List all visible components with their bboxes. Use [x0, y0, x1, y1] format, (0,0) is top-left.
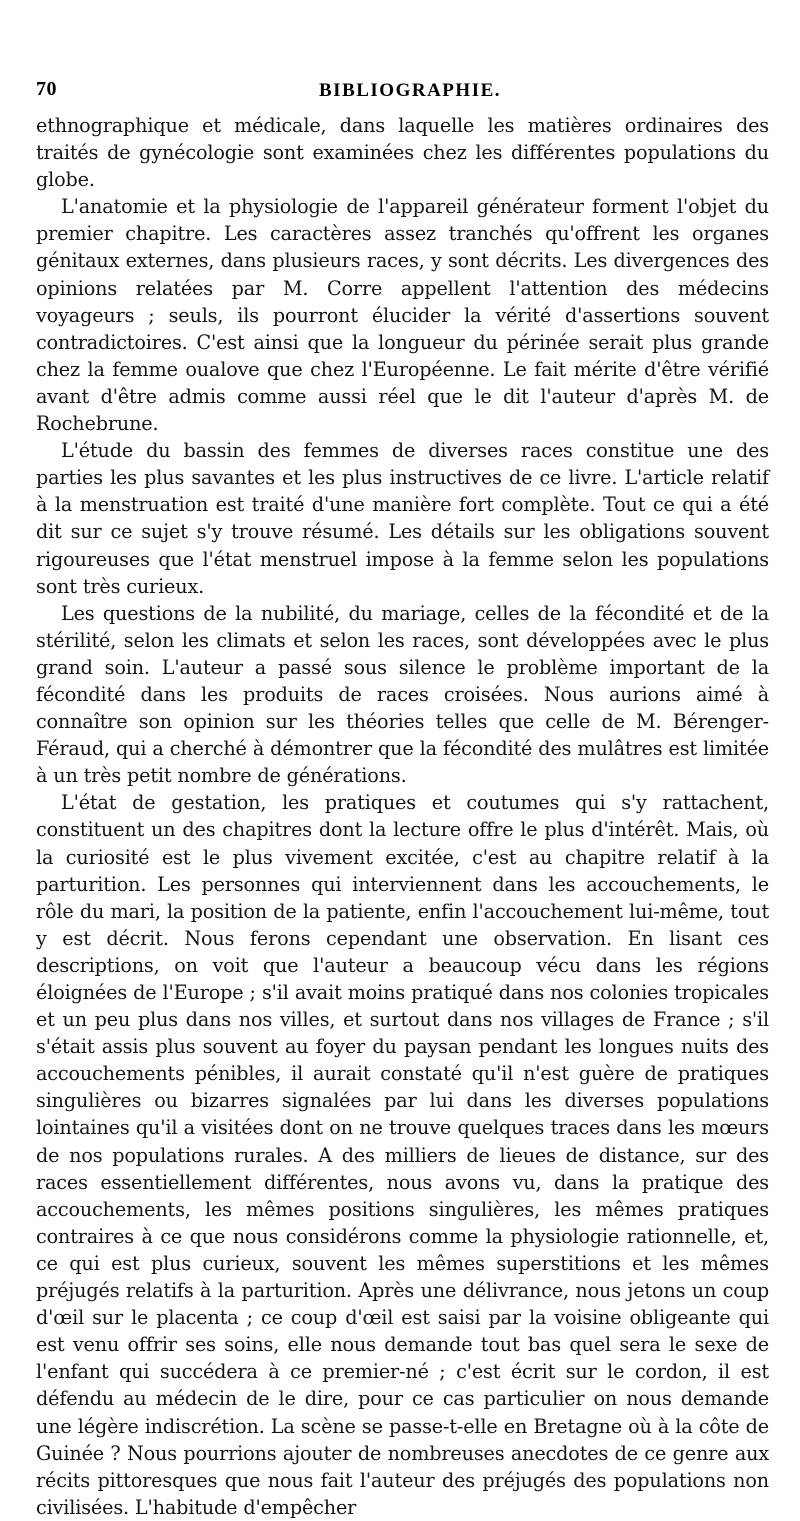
body-text [36, 112, 769, 1521]
paragraph-continuation: ethnographique et médicale, dans laquelle les matières ordinaires des traités de gynécologie sont examinées chez les différentes populations du globe. [36, 114, 769, 192]
paragraph-fertility: Les questions de la nubilité, du mariage, celles de la fécondité et de la stérilité, selon les climats et selon les races, sont développées avec le plus grand soin. L'auteur a passé sous silence le problème important de la fécondité dans les produits de races croisées. Nous aurions aimé à connaître son opinion sur les théories telles que celle de M. Bérenger-Féraud, qui a cherché à démontrer que la fécondité des mulâtres est limitée à un très petit nombre de générations. [36, 601, 769, 788]
paragraph-pelvis-menstruation: L'étude du bassin des femmes de diverses races constitue une des parties les plus savantes et les plus instructives de ce livre. L'article relatif à la menstruation est traité d'une manière fort complète. Tout ce qui a été dit sur ce sujet s'y trouve résumé. Les détails sur les obligations souvent rigoureuses que l'état menstruel impose à la femme selon les populations sont très curieux. [36, 439, 769, 598]
paragraph-anatomy: L'anatomie et la physiologie de l'appareil générateur forment l'objet du premier chapitre. Les caractères assez tranchés qu'offrent les organes génitaux externes, dans plusieurs races, y sont décrits. Les divergences des opinions relatées par M. Corre appellent l'attention des médecins voyageurs ; seuls, ils pourront élucider la vérité d'assertions souvent contradictoires. C'est ainsi que la longueur du périnée serait plus grande chez la femme oualove que chez l'Européenne. Le fait mérite d'être vérifié avant d'être admis comme aussi réel que le dit l'auteur d'après M. de Rochebrune. [36, 195, 769, 436]
running-header [36, 74, 769, 108]
document-page [36, 74, 769, 1521]
running-title: BIBLIOGRAPHIE. [319, 80, 502, 101]
page-number: 70 [36, 78, 57, 100]
paragraph-gestation-parturition: L'état de gestation, les pratiques et coutumes qui s'y rattachent, constituent un des chapitres dont la lecture offre le plus d'intérêt. Mais, où la curiosité est le plus vivement excitée, c'est au chapitre relatif à la parturition. Les personnes qui interviennent dans les accouchements, le rôle du mari, la position de la patiente, enfin l'accouchement lui-même, tout y est décrit. Nous ferons cependant une observation. En lisant ces descriptions, on voit que l'auteur a beaucoup vécu dans les régions éloignées de l'Europe ; s'il avait moins pratiqué dans nos colonies tropicales et un peu plus dans nos villes, et surtout dans nos villages de France ; s'il s'était assis plus souvent au foyer du paysan pendant les longues nuits des accouchements pénibles, il aurait constaté qu'il n'est guère de pratiques singulières ou bizarres signalées par lui dans les diverses populations lointaines qu'il a visitées dont on ne trouve quelques traces dans les mœurs de nos populations rurales. A des milliers de lieues de distance, sur des races essentiellement différentes, nous avons vu, dans la pratique des accouchements, les mêmes positions singulières, les mêmes pratiques contraires à ce que nous considérons comme la physiologie rationnelle, et, ce qui est plus curieux, souvent les mêmes superstitions et les mêmes préjugés relatifs à la parturition. Après une délivrance, nous jetons un coup d'œil sur le placenta ; ce coup d'œil est saisi par la voisine obligeante qui est venu offrir ses soins, elle nous demande tout bas quel sera le sexe de l'enfant qui succédera à ce premier-né ; c'est écrit sur le cordon, il est défendu au médecin de le dire, pour ce cas particulier on nous demande une légère indiscrétion. La scène se passe-t-elle en Bretagne où à la côte de Guinée ? Nous pourrions ajouter de nombreuses anecdotes de ce genre aux récits pittoresques que nous fait l'auteur des préjugés des populations non civilisées. L'habitude d'empêcher [36, 791, 769, 1519]
